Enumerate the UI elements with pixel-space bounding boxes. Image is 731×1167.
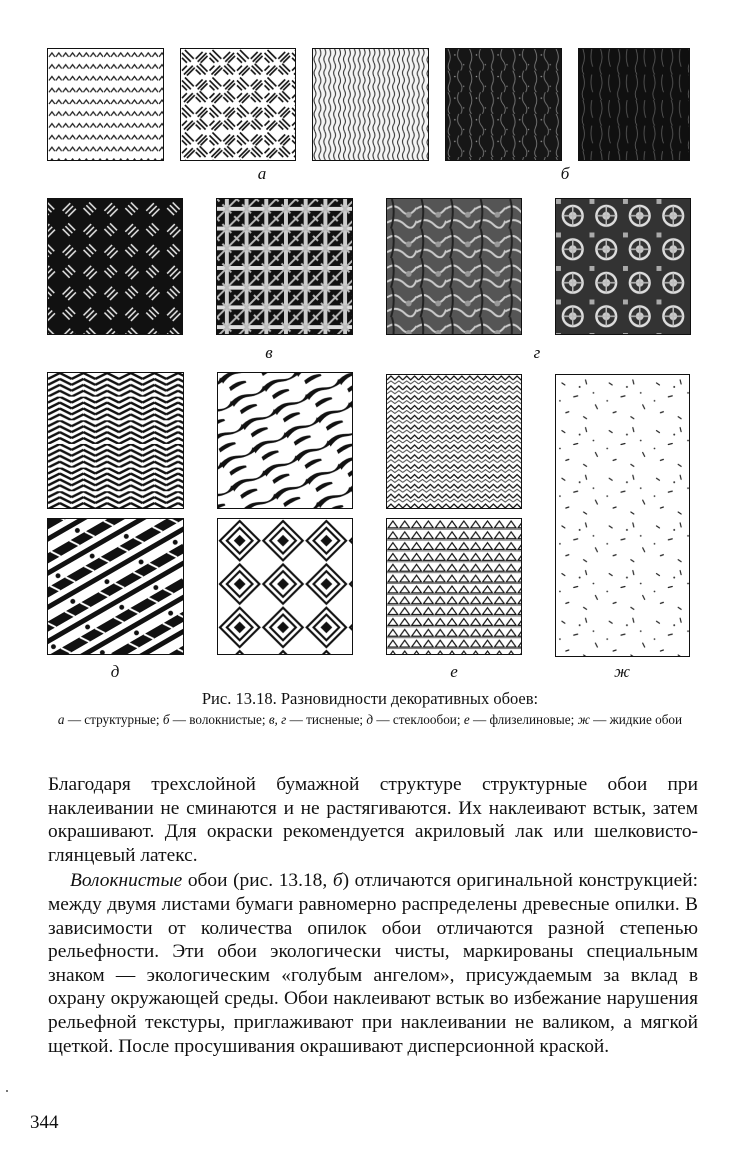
swatch-structural-2 xyxy=(180,48,296,161)
legend-key: д xyxy=(366,712,374,727)
figure-letter-a: а xyxy=(257,164,267,183)
legend-text: — тисненые; xyxy=(286,712,367,727)
swatch-fiberglass-1 xyxy=(47,372,184,509)
swatch-fibrous-1 xyxy=(445,48,562,161)
legend-text: — структурные; xyxy=(64,712,163,727)
figure-reference: б xyxy=(332,870,343,892)
figure-letter-zh: ж xyxy=(614,662,630,681)
figure-letter-v: в xyxy=(265,343,273,362)
swatch-structural-1 xyxy=(47,48,164,161)
legend-key: а xyxy=(57,712,65,727)
legend-text: — жидкие обои xyxy=(589,712,683,727)
figure-caption-title: Рис. 13.18. Разновидности декоративных обоев: xyxy=(201,689,539,708)
swatch-structural-3 xyxy=(312,48,429,161)
legend-text: — волокнистые; xyxy=(169,712,269,727)
legend-key: в, г xyxy=(268,712,287,727)
swatch-liquid xyxy=(555,374,690,657)
figure-caption-legend xyxy=(40,711,700,729)
paragraph-text: обои (рис. 13.18, xyxy=(182,870,333,892)
swatch-fibrous-2 xyxy=(578,48,690,161)
paragraph-fibrous xyxy=(48,869,698,1058)
swatch-flizelin-1 xyxy=(386,374,522,509)
swatch-embossed-3 xyxy=(386,198,522,335)
body-text xyxy=(48,773,698,1058)
swatch-fiberglass-3 xyxy=(47,518,184,655)
legend-key: е xyxy=(463,712,470,727)
figure-letter-b: б xyxy=(560,164,570,183)
page-number: 344 xyxy=(30,1112,59,1133)
swatch-embossed-1 xyxy=(47,198,183,335)
figure-letter-d: д xyxy=(110,662,120,681)
figure-letter-e: е xyxy=(450,662,458,681)
swatch-embossed-4 xyxy=(555,198,691,335)
figure-letter-g: г xyxy=(533,343,541,362)
swatch-embossed-2 xyxy=(216,198,353,335)
swatch-fiberglass-2 xyxy=(217,372,353,509)
term-fibrous: Волокнистые xyxy=(70,870,183,892)
paragraph-structural: Благодаря трехслойной бумажной структуре структурные обои при наклеивании не сминаются и не растягиваются. Их наклеивают встык, затем окрашивают. Для окраски рекомендуется акриловый лак или шелковисто-глянцевый латекс. xyxy=(48,774,698,866)
legend-key: ж xyxy=(577,712,590,727)
legend-text: — стеклообои; xyxy=(373,712,464,727)
swatch-flizelin-2 xyxy=(386,518,522,655)
swatch-fiberglass-4 xyxy=(217,518,353,655)
paragraph-text: ) отличаются оригинальной конструкцией: между двумя листами бумаги равномерно распределены древесные опилки. В зависимости от количества опилок обои отличаются разной степенью рельефности. Эти обои экологически чисты, маркированы специальным знаком — экологическим «голубым ангелом», присуждаемым за вклад в охрану окружающей среды. Обои наклеивают встык во избежание нарушения рельефной текстуры, приглаживают при наклеивании не валиком, а мягкой щеткой. После просушивания окрашивают дисперсионной краской. xyxy=(48,870,698,1057)
legend-text: — флизелиновые; xyxy=(469,712,578,727)
legend-key: б xyxy=(162,712,170,727)
margin-dot xyxy=(6,1090,8,1092)
